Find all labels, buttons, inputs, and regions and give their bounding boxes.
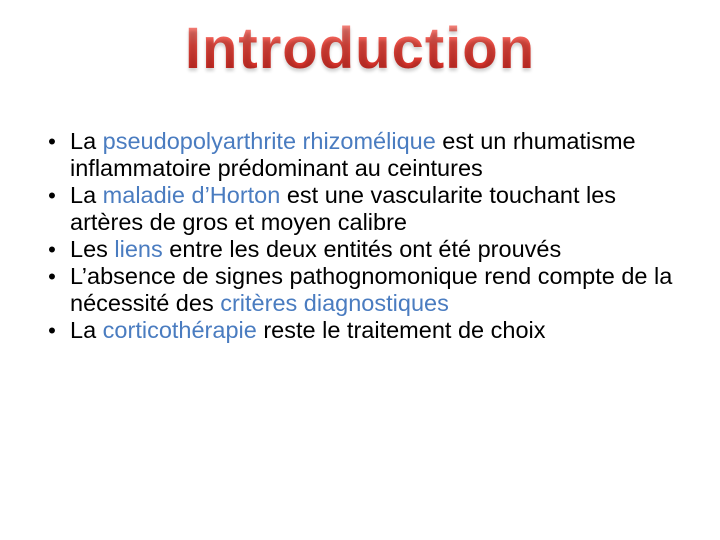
bullet-text: La bbox=[70, 317, 103, 343]
bullet-text: L’absence de signes pathognomonique rend compte de la nécessité des bbox=[70, 263, 673, 316]
bullet-text: Les bbox=[70, 236, 115, 262]
bullet-dot-icon: • bbox=[48, 183, 56, 208]
bullet-text: est un rhumatisme inflammatoire prédominant au ceintures bbox=[70, 128, 636, 181]
bullet-text: est une vascularite touchant les artères de gros et moyen calibre bbox=[70, 182, 617, 235]
bullet-dot-icon: • bbox=[48, 129, 56, 154]
bullet-text: La bbox=[70, 182, 103, 208]
bullet-dot-icon: • bbox=[48, 264, 56, 289]
bullet-item bbox=[42, 317, 692, 344]
bullet-text: entre les deux entités ont été prouvés bbox=[162, 236, 562, 262]
bullet-item bbox=[42, 236, 692, 263]
bullet-dot-icon: • bbox=[48, 237, 56, 262]
bullet-highlight: maladie d’Horton bbox=[102, 182, 281, 208]
bullet-item bbox=[42, 263, 692, 317]
bullet-list bbox=[42, 128, 692, 344]
bullet-highlight: critères diagnostiques bbox=[220, 290, 449, 316]
bullet-dot-icon: • bbox=[48, 318, 56, 343]
bullet-highlight: pseudopolyarthrite rhizomélique bbox=[102, 128, 436, 154]
bullet-text: reste le traitement de choix bbox=[256, 317, 546, 343]
bullet-item bbox=[42, 182, 692, 236]
bullet-highlight: corticothérapie bbox=[102, 317, 257, 343]
slide-title: Introduction bbox=[0, 14, 720, 84]
bullet-text: La bbox=[70, 128, 103, 154]
bullet-highlight: liens bbox=[114, 236, 163, 262]
bullet-item bbox=[42, 128, 692, 182]
